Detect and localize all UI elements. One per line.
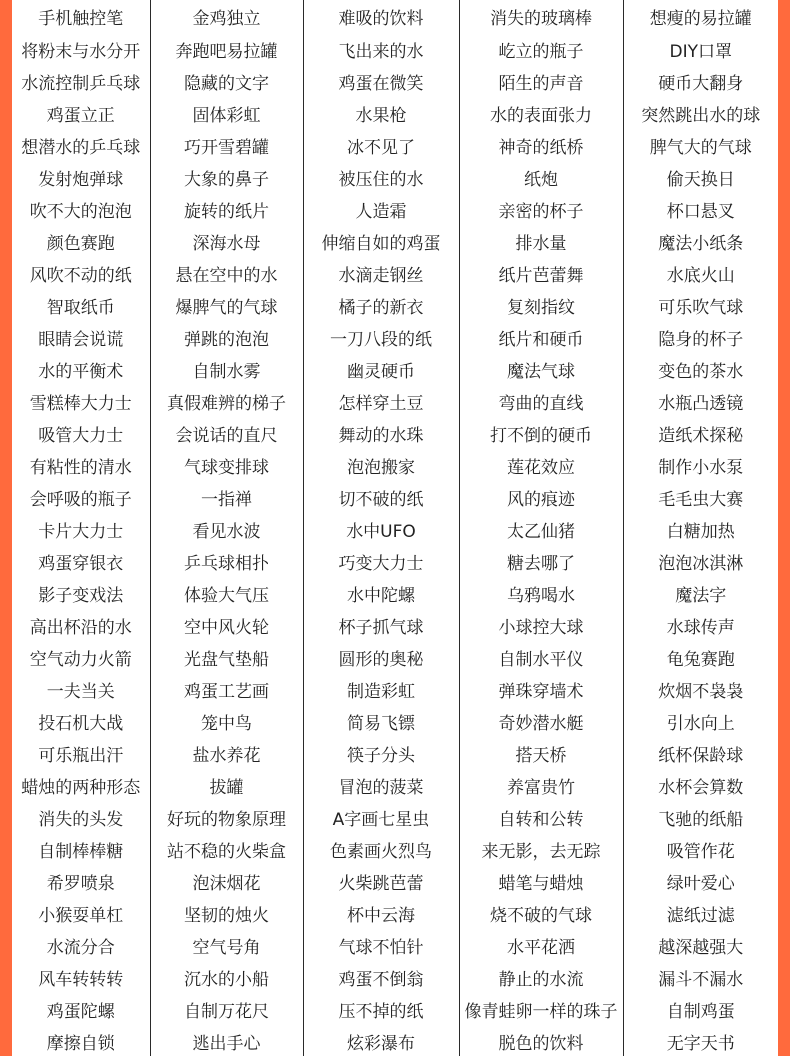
experiment-title-cell: 魔法小纸条 <box>623 225 778 257</box>
table-row <box>12 833 778 865</box>
experiment-title-cell: 泡泡搬家 <box>303 449 459 481</box>
experiment-title-cell: 气球不怕针 <box>303 929 459 961</box>
experiment-title-cell: 可乐吹气球 <box>623 289 778 321</box>
experiment-title-cell: 泡泡冰淇淋 <box>623 545 778 577</box>
experiment-title-cell: 逃出手心 <box>150 1025 303 1056</box>
experiment-title-cell: 高出杯沿的水 <box>29 617 132 638</box>
experiment-title-cell: 筷子分头 <box>303 737 459 769</box>
experiment-title-cell: 人造霜 <box>303 193 459 225</box>
experiment-title-cell: 制作小水泵 <box>623 449 778 481</box>
experiment-title-cell: 水果枪 <box>303 97 459 129</box>
experiment-title-cell: 自制万花尺 <box>150 993 303 1025</box>
experiment-title-cell: 将粉末与水分开 <box>21 41 141 62</box>
experiment-title-cell: 水的表面张力 <box>459 97 623 129</box>
experiment-title-cell: 鸡蛋立正 <box>46 105 115 126</box>
experiment-title-cell: 来无影，去无踪 <box>459 833 623 865</box>
experiment-title-cell: 水球传声 <box>623 609 778 641</box>
experiment-table <box>12 0 778 1056</box>
table-row <box>12 0 778 33</box>
experiment-title-cell: 大象的鼻子 <box>150 161 303 193</box>
experiment-title-cell: 脾气大的气球 <box>623 129 778 161</box>
experiment-title-cell: 怎样穿土豆 <box>303 385 459 417</box>
experiment-title-cell: 空气动力火箭 <box>29 649 132 670</box>
experiment-title-cell: 水杯会算数 <box>623 769 778 801</box>
experiment-title-cell: 水的平衡术 <box>38 361 124 382</box>
experiment-title-cell: 光盘气垫船 <box>150 641 303 673</box>
experiment-title-cell: 智取纸币 <box>46 297 115 318</box>
experiment-title-cell: 杯口悬叉 <box>623 193 778 225</box>
experiment-title-cell: 沉水的小船 <box>150 961 303 993</box>
experiment-title-cell: 会呼吸的瓶子 <box>29 489 132 510</box>
table-row <box>12 513 778 545</box>
experiment-title-cell: 消失的头发 <box>38 809 124 830</box>
experiment-title-cell: 圆形的奥秘 <box>303 641 459 673</box>
experiment-title-cell: 脱色的饮料 <box>459 1025 623 1056</box>
experiment-title-cell: 弹珠穿墙术 <box>459 673 623 705</box>
table-row <box>12 449 778 481</box>
experiment-title-cell: 静止的水流 <box>459 961 623 993</box>
experiment-title-cell: A字画七星虫 <box>303 801 459 833</box>
table-row <box>12 993 778 1025</box>
experiment-title-cell: 像青蛙卵一样的珠子 <box>459 993 623 1025</box>
table-row <box>12 129 778 161</box>
experiment-title-cell: 发射炮弹球 <box>38 169 124 190</box>
table-row <box>12 801 778 833</box>
experiment-title-cell: 好玩的物象原理 <box>150 801 303 833</box>
experiment-title-cell: 飞出来的水 <box>303 33 459 65</box>
experiment-title-cell: 糖去哪了 <box>459 545 623 577</box>
table-row <box>12 865 778 897</box>
experiment-title-cell: 漏斗不漏水 <box>623 961 778 993</box>
table-row <box>12 97 778 129</box>
experiment-title-cell: 摩擦自锁 <box>46 1033 115 1054</box>
experiment-title-cell: 造纸术探秘 <box>623 417 778 449</box>
experiment-title-cell: 屹立的瓶子 <box>459 33 623 65</box>
experiment-title-cell: 炊烟不袅袅 <box>623 673 778 705</box>
experiment-title-cell: 搭天桥 <box>459 737 623 769</box>
experiment-title-cell: 卡片大力士 <box>38 521 124 542</box>
experiment-title-cell: 引水向上 <box>623 705 778 737</box>
experiment-title-cell: 制造彩虹 <box>303 673 459 705</box>
experiment-title-cell: 越深越强大 <box>623 929 778 961</box>
experiment-title-cell: 水滴走钢丝 <box>303 257 459 289</box>
experiment-title-cell: 纸炮 <box>459 161 623 193</box>
experiment-title-cell: 巧变大力士 <box>303 545 459 577</box>
experiment-title-cell: 自制棒棒糖 <box>38 841 124 862</box>
table-row <box>12 961 778 993</box>
experiment-title-cell: 站不稳的火柴盒 <box>150 833 303 865</box>
experiment-title-cell: 滤纸过滤 <box>623 897 778 929</box>
experiment-title-cell: 毛毛虫大赛 <box>623 481 778 513</box>
experiment-title-cell: 排水量 <box>459 225 623 257</box>
experiment-title-cell: 水瓶凸透镜 <box>623 385 778 417</box>
table-row <box>12 257 778 289</box>
experiment-title-cell: 消失的玻璃棒 <box>459 0 623 33</box>
experiment-title-cell: 水平花洒 <box>459 929 623 961</box>
table-row <box>12 33 778 65</box>
table-row <box>12 673 778 705</box>
experiment-title-cell: 影子变戏法 <box>38 585 124 606</box>
experiment-title-cell: 希罗喷泉 <box>46 873 115 894</box>
table-row <box>12 65 778 97</box>
experiment-title-cell: 飞驰的纸船 <box>623 801 778 833</box>
experiment-title-cell: 水流分合 <box>46 937 115 958</box>
experiment-title-cell: 纸杯保龄球 <box>623 737 778 769</box>
experiment-title-cell: 空气号角 <box>150 929 303 961</box>
experiment-title-cell: 杯子抓气球 <box>303 609 459 641</box>
table-row <box>12 161 778 193</box>
experiment-title-cell: 水中陀螺 <box>303 577 459 609</box>
experiment-title-cell: 小球控大球 <box>459 609 623 641</box>
experiment-title-cell: 自制水平仪 <box>459 641 623 673</box>
experiment-title-cell: 火柴跳芭蕾 <box>303 865 459 897</box>
experiment-title-cell: 坚韧的烛火 <box>150 897 303 929</box>
experiment-title-cell: 巧开雪碧罐 <box>150 129 303 161</box>
experiment-title-cell: 太乙仙猪 <box>459 513 623 545</box>
table-row <box>12 1025 778 1056</box>
experiment-title-cell: 魔法气球 <box>459 353 623 385</box>
experiment-title-cell: 颜色赛跑 <box>46 233 115 254</box>
experiment-title-cell: DIY口罩 <box>623 33 778 65</box>
experiment-title-cell: 压不掉的纸 <box>303 993 459 1025</box>
experiment-title-cell: 橘子的新衣 <box>303 289 459 321</box>
experiment-title-cell: 可乐瓶出汗 <box>38 745 124 766</box>
experiment-title-cell: 复刻指纹 <box>459 289 623 321</box>
experiment-title-cell: 雪糕棒大力士 <box>29 393 132 414</box>
experiment-title-cell: 杯中云海 <box>303 897 459 929</box>
table-row <box>12 577 778 609</box>
experiment-title-cell: 悬在空中的水 <box>150 257 303 289</box>
experiment-title-cell: 弹跳的泡泡 <box>150 321 303 353</box>
table-row <box>12 353 778 385</box>
experiment-title-cell: 魔法字 <box>623 577 778 609</box>
experiment-title-cell: 切不破的纸 <box>303 481 459 513</box>
experiment-title-cell: 自制水雾 <box>150 353 303 385</box>
experiment-title-cell: 想潜水的乒乓球 <box>21 137 141 158</box>
experiment-title-cell: 体验大气压 <box>150 577 303 609</box>
experiment-title-cell: 一刀八段的纸 <box>303 321 459 353</box>
experiment-title-cell: 拔罐 <box>150 769 303 801</box>
experiment-title-cell: 固体彩虹 <box>150 97 303 129</box>
experiment-title-cell: 吹不大的泡泡 <box>29 201 132 222</box>
experiment-title-cell: 风车转转转 <box>38 969 124 990</box>
table-row <box>12 289 778 321</box>
experiment-title-cell: 水底火山 <box>623 257 778 289</box>
table-row <box>12 705 778 737</box>
experiment-title-cell: 打不倒的硬币 <box>459 417 623 449</box>
table-row <box>12 193 778 225</box>
experiment-title-cell: 隐身的杯子 <box>623 321 778 353</box>
table-row <box>12 481 778 513</box>
experiment-title-cell: 水流控制乒乓球 <box>21 73 141 94</box>
experiment-title-cell: 突然跳出水的球 <box>623 97 778 129</box>
experiment-title-cell: 变色的茶水 <box>623 353 778 385</box>
experiment-title-cell: 鸡蛋在微笑 <box>303 65 459 97</box>
experiment-title-cell: 空中风火轮 <box>150 609 303 641</box>
experiment-title-cell: 炫彩瀑布 <box>303 1025 459 1056</box>
experiment-title-cell: 鸡蛋不倒翁 <box>303 961 459 993</box>
table-row <box>12 737 778 769</box>
experiment-title-cell: 奇妙潜水艇 <box>459 705 623 737</box>
experiment-title-cell: 硬币大翻身 <box>623 65 778 97</box>
experiment-title-cell: 真假难辨的梯子 <box>150 385 303 417</box>
experiment-title-cell: 自转和公转 <box>459 801 623 833</box>
experiment-title-cell: 亲密的杯子 <box>459 193 623 225</box>
table-row <box>12 769 778 801</box>
experiment-title-cell: 无字天书 <box>623 1025 778 1056</box>
experiment-title-cell: 伸缩自如的鸡蛋 <box>303 225 459 257</box>
experiment-title-cell: 手机触控笔 <box>38 9 124 29</box>
experiment-title-cell: 鸡蛋陀螺 <box>46 1001 115 1022</box>
experiment-title-cell: 旋转的纸片 <box>150 193 303 225</box>
experiment-title-cell: 莲花效应 <box>459 449 623 481</box>
experiment-title-cell: 吸管大力士 <box>38 425 124 446</box>
experiment-title-cell: 深海水母 <box>150 225 303 257</box>
table-row <box>12 321 778 353</box>
experiment-title-cell: 陌生的声音 <box>459 65 623 97</box>
table-row <box>12 417 778 449</box>
experiment-title-cell: 蜡烛的两种形态 <box>21 777 141 798</box>
experiment-title-cell: 自制鸡蛋 <box>623 993 778 1025</box>
experiment-title-cell: 绿叶爱心 <box>623 865 778 897</box>
experiment-title-cell: 眼睛会说谎 <box>38 329 124 350</box>
experiment-title-cell: 舞动的水珠 <box>303 417 459 449</box>
table-row <box>12 929 778 961</box>
table-row <box>12 385 778 417</box>
experiment-title-cell: 吸管作花 <box>623 833 778 865</box>
experiment-title-cell: 养富贵竹 <box>459 769 623 801</box>
experiment-title-cell: 爆脾气的气球 <box>150 289 303 321</box>
experiment-title-cell: 冒泡的菠菜 <box>303 769 459 801</box>
experiment-title-cell: 龟兔赛跑 <box>623 641 778 673</box>
experiment-title-cell: 风的痕迹 <box>459 481 623 513</box>
experiment-title-cell: 笼中鸟 <box>150 705 303 737</box>
experiment-title-cell: 纸片和硬币 <box>459 321 623 353</box>
experiment-title-cell: 鸡蛋工艺画 <box>150 673 303 705</box>
experiment-title-cell: 会说话的直尺 <box>150 417 303 449</box>
experiment-title-cell: 一夫当关 <box>46 681 115 702</box>
experiment-title-cell: 金鸡独立 <box>150 0 303 33</box>
experiment-title-cell: 简易飞镖 <box>303 705 459 737</box>
experiment-title-cell: 偷天换日 <box>623 161 778 193</box>
experiment-title-cell: 乌鸦喝水 <box>459 577 623 609</box>
experiment-title-cell: 烧不破的气球 <box>459 897 623 929</box>
experiment-title-cell: 有粘性的清水 <box>29 457 132 478</box>
experiment-title-cell: 白糖加热 <box>623 513 778 545</box>
experiment-title-cell: 幽灵硬币 <box>303 353 459 385</box>
table-row <box>12 641 778 673</box>
experiment-title-cell: 隐藏的文字 <box>150 65 303 97</box>
experiment-title-cell: 风吹不动的纸 <box>29 265 132 286</box>
experiment-title-cell: 冰不见了 <box>303 129 459 161</box>
experiment-title-cell: 难吸的饮料 <box>303 0 459 33</box>
table-row <box>12 225 778 257</box>
experiment-title-cell: 小猴耍单杠 <box>38 905 124 926</box>
experiment-title-cell: 想瘦的易拉罐 <box>623 0 778 33</box>
experiment-title-cell: 看见水波 <box>150 513 303 545</box>
experiment-title-cell: 纸片芭蕾舞 <box>459 257 623 289</box>
experiment-title-cell: 盐水养花 <box>150 737 303 769</box>
table-row <box>12 545 778 577</box>
experiment-title-cell: 水中UFO <box>303 513 459 545</box>
table-row <box>12 609 778 641</box>
experiment-title-cell: 泡沫烟花 <box>150 865 303 897</box>
experiment-title-cell: 被压住的水 <box>303 161 459 193</box>
experiment-table-body <box>12 0 778 1056</box>
experiment-title-cell: 乒乓球相扑 <box>150 545 303 577</box>
experiment-title-cell: 投石机大战 <box>38 713 124 734</box>
experiment-title-cell: 色素画火烈鸟 <box>303 833 459 865</box>
experiment-list-sheet <box>12 0 778 1056</box>
experiment-title-cell: 气球变排球 <box>150 449 303 481</box>
experiment-title-cell: 一指禅 <box>150 481 303 513</box>
experiment-title-cell: 蜡笔与蜡烛 <box>459 865 623 897</box>
table-row <box>12 897 778 929</box>
experiment-title-cell: 奔跑吧易拉罐 <box>150 33 303 65</box>
experiment-title-cell: 神奇的纸桥 <box>459 129 623 161</box>
experiment-title-cell: 鸡蛋穿银衣 <box>38 553 124 574</box>
experiment-title-cell: 弯曲的直线 <box>459 385 623 417</box>
